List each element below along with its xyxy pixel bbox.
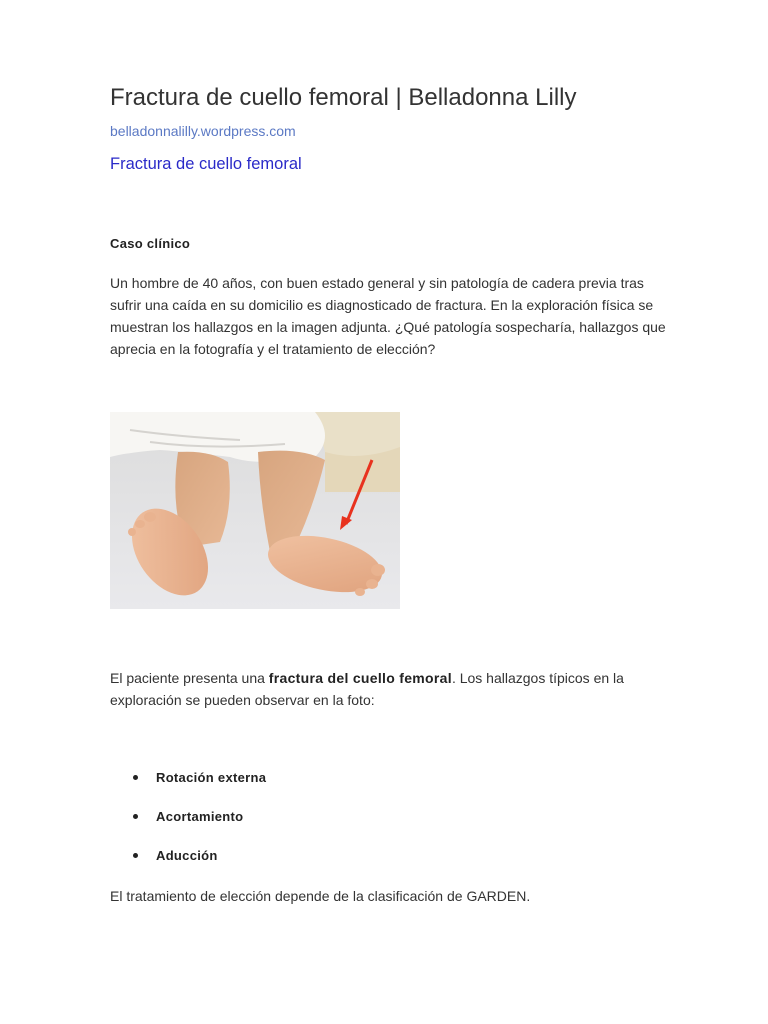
finding-paragraph	[110, 667, 670, 711]
findings-list	[110, 760, 266, 877]
bullet-icon	[133, 853, 138, 858]
list-item-label: Rotación externa	[156, 770, 267, 785]
list-item	[110, 838, 266, 877]
source-link[interactable]: belladonnalilly.wordpress.com	[110, 123, 296, 139]
finding-highlight: fractura del cuello femoral	[268, 670, 452, 686]
list-item	[110, 799, 266, 838]
clinical-photo-legs	[110, 412, 400, 609]
page-title: Fractura de cuello femoral | Belladonna Lilly	[110, 84, 577, 111]
treatment-paragraph: El tratamiento de elección depende de la clasificación de GARDEN.	[110, 888, 531, 904]
article-heading-link[interactable]: Fractura de cuello femoral	[110, 155, 302, 173]
list-item-label: Aducción	[156, 848, 218, 863]
bullet-icon	[133, 814, 138, 819]
finding-intro: El paciente presenta una	[110, 670, 269, 686]
finding-rest: . Los hallazgos típicos en la exploración se pueden observar en la foto:	[110, 670, 624, 708]
list-item-label: Acortamiento	[156, 809, 244, 824]
section-label-case: Caso clínico	[110, 236, 191, 251]
case-description: Un hombre de 40 años, con buen estado general y sin patología de cadera previa tras sufrir una caída en su domicilio es diagnosticado de fractura. En la exploración física se muestran los hallazgos en la imagen adjunta. ¿Qué patología sospecharía, hallazgos que aprecia en la fotografía y el tratamiento de elección?	[110, 275, 666, 357]
list-item	[110, 760, 266, 799]
bullet-icon	[133, 775, 138, 780]
